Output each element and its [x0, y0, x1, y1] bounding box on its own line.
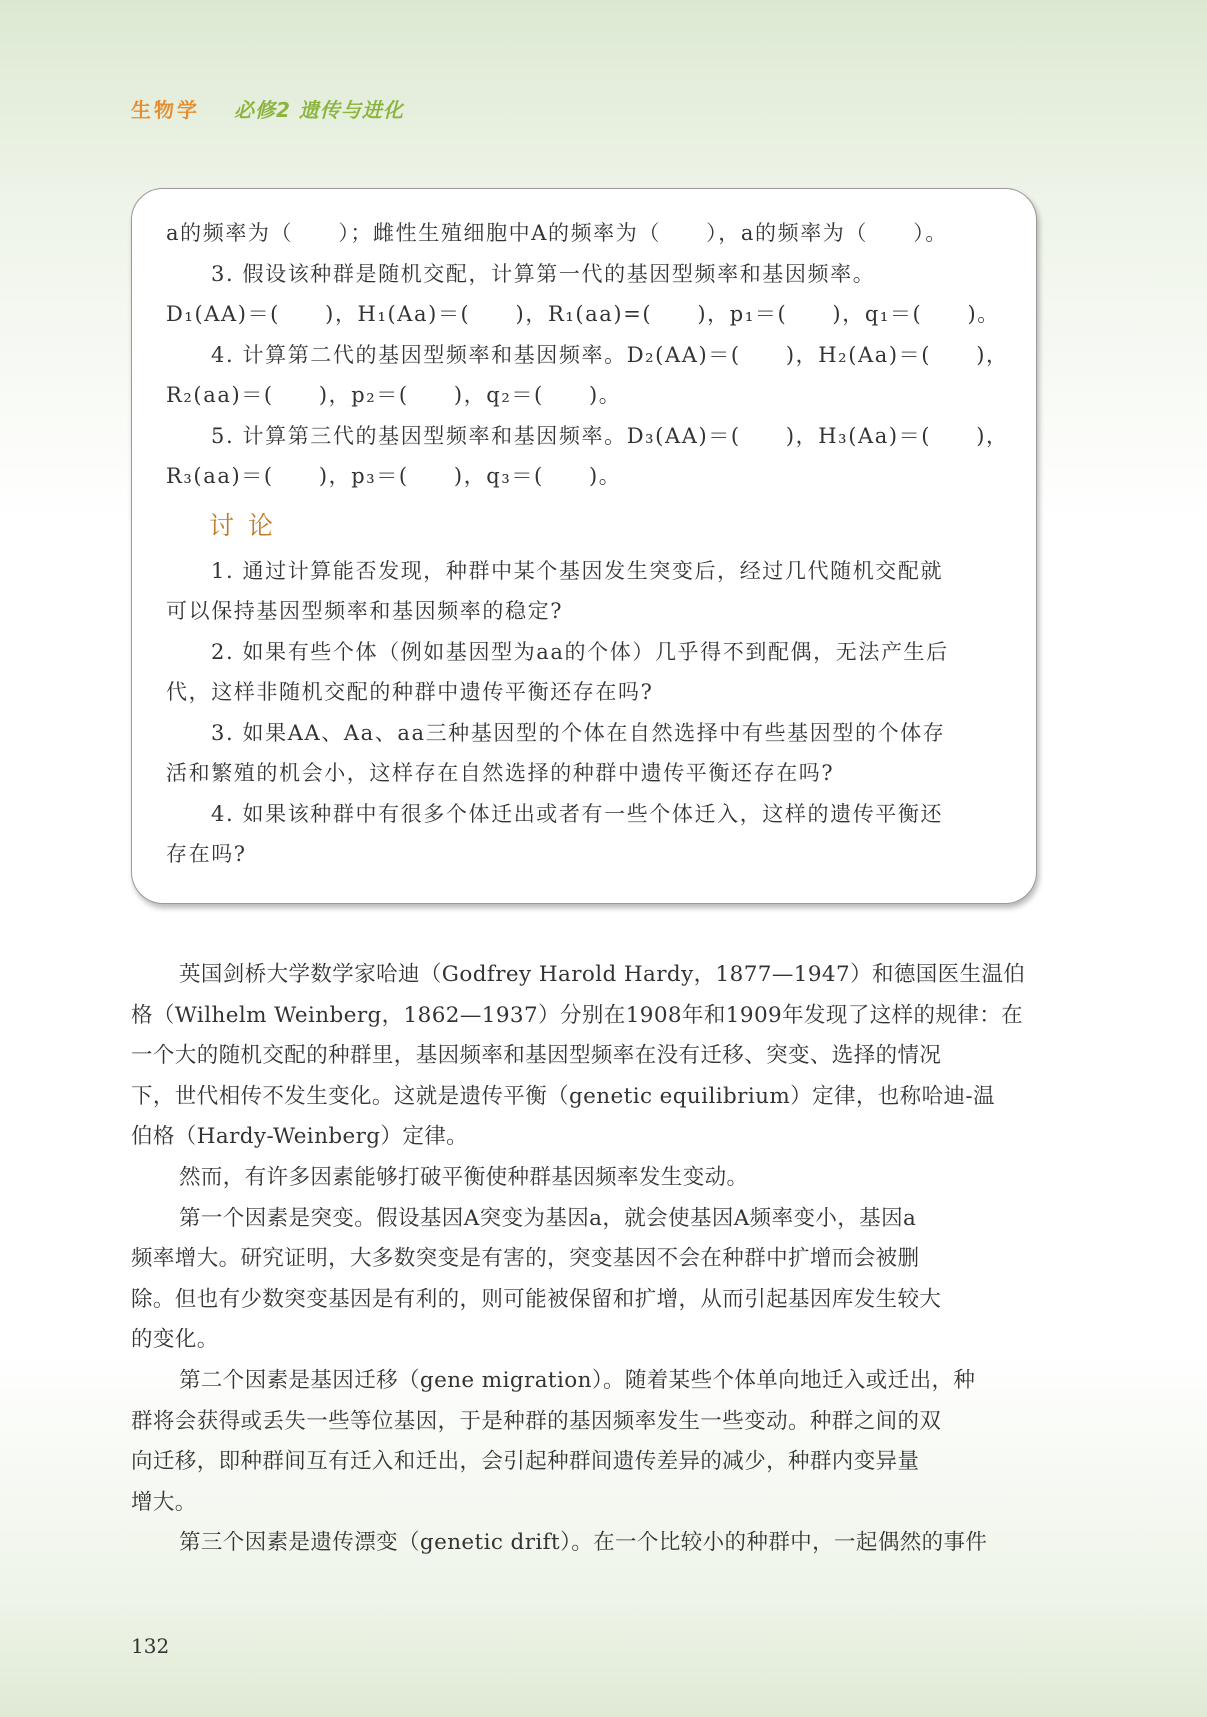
text-line: 除。但也有少数突变基因是有利的，则可能被保留和扩增，从而引起基因库发生较大 [131, 1286, 942, 1312]
box-line: a的频率为（ ）；雌性生殖细胞中A的频率为（ ），a的频率为（ ）。 [166, 221, 948, 245]
text-line: 频率增大。研究证明，大多数突变是有害的，突变基因不会在种群中扩增而会被删 [131, 1246, 920, 1272]
header-volume: 必修2 遗传与进化 [234, 98, 404, 122]
box-line: 3. 假设该种群是随机交配，计算第一代的基因型频率和基因频率。 [211, 261, 876, 286]
main-text [131, 955, 1037, 1564]
discussion-line: 活和繁殖的机会小，这样存在自然选择的种群中遗传平衡还存在吗? [166, 761, 835, 785]
text-line: 英国剑桥大学数学家哈迪（Godfrey Harold Hardy，1877—1947）和德国医生温伯 [179, 962, 1026, 987]
discussion-heading: 讨论 [209, 510, 288, 540]
text-line: 第一个因素是突变。假设基因A突变为基因a，就会使基因A频率变小，基因a [179, 1205, 917, 1231]
text-line: 的变化。 [131, 1327, 219, 1353]
text-line: 向迁移，即种群间互有迁入和迁出，会引起种群间遗传差异的减少，种群内变异量 [131, 1449, 920, 1475]
discussion-line: 4. 如果该种群中有很多个体迁出或者有一些个体迁入，这样的遗传平衡还 [211, 801, 944, 826]
text-line: 一个大的随机交配的种群里，基因频率和基因型频率在没有迁移、突变、选择的情况 [131, 1043, 942, 1069]
box-line: R₃(aa)＝( )，p₃＝( )，q₃＝( )。 [166, 464, 622, 488]
text-line: 群将会获得或丢失一些等位基因，于是种群的基因频率发生一些变动。种群之间的双 [131, 1408, 942, 1434]
discussion-line: 存在吗? [166, 842, 247, 866]
box-line: 5. 计算第三代的基因型频率和基因频率。D₃(AA)＝( )，H₃(Aa)＝( )， [211, 423, 1009, 448]
text-line: 第三个因素是遗传漂变（genetic drift）。在一个比较小的种群中，一起偶然的事件 [179, 1530, 988, 1556]
text-line: 下，世代相传不发生变化。这就是遗传平衡（genetic equilibrium）定律，也称哈迪-温 [131, 1083, 995, 1109]
discussion-line: 可以保持基因型频率和基因频率的稳定? [166, 599, 564, 623]
text-line: 格（Wilhelm Weinberg，1862—1937）分别在1908年和1909年发现了这样的规律：在 [131, 1002, 1024, 1028]
discussion-line: 3. 如果AA、Aa、aa三种基因型的个体在自然选择中有些基因型的个体存 [211, 720, 946, 745]
box-line: D₁(AA)＝( )，H₁(Aa)＝( )，R₁(aa)=( )，p₁＝( )，q₁＝( )。 [166, 302, 1000, 326]
page-number: 132 [131, 1634, 170, 1658]
text-line: 伯格（Hardy-Weinberg）定律。 [131, 1124, 469, 1150]
discussion-line: 2. 如果有些个体（例如基因型为aa的个体）几乎得不到配偶，无法产生后 [211, 639, 949, 664]
activity-box [131, 188, 1037, 904]
text-line: 第二个因素是基因迁移（gene migration）。随着某些个体单向地迁入或迁出，种 [179, 1367, 976, 1393]
discussion-line: 代，这样非随机交配的种群中遗传平衡还存在吗? [166, 680, 654, 704]
text-line: 增大。 [131, 1489, 197, 1515]
header-subject: 生物学 [131, 98, 200, 122]
box-line: 4. 计算第二代的基因型频率和基因频率。D₂(AA)＝( )，H₂(Aa)＝( )， [211, 342, 1009, 367]
box-line: R₂(aa)＝( )，p₂＝( )，q₂＝( )。 [166, 383, 622, 407]
discussion-line: 1. 通过计算能否发现，种群中某个基因发生突变后，经过几代随机交配就 [211, 558, 944, 583]
text-line: 然而，有许多因素能够打破平衡使种群基因频率发生变动。 [179, 1164, 749, 1190]
running-header [131, 94, 404, 123]
